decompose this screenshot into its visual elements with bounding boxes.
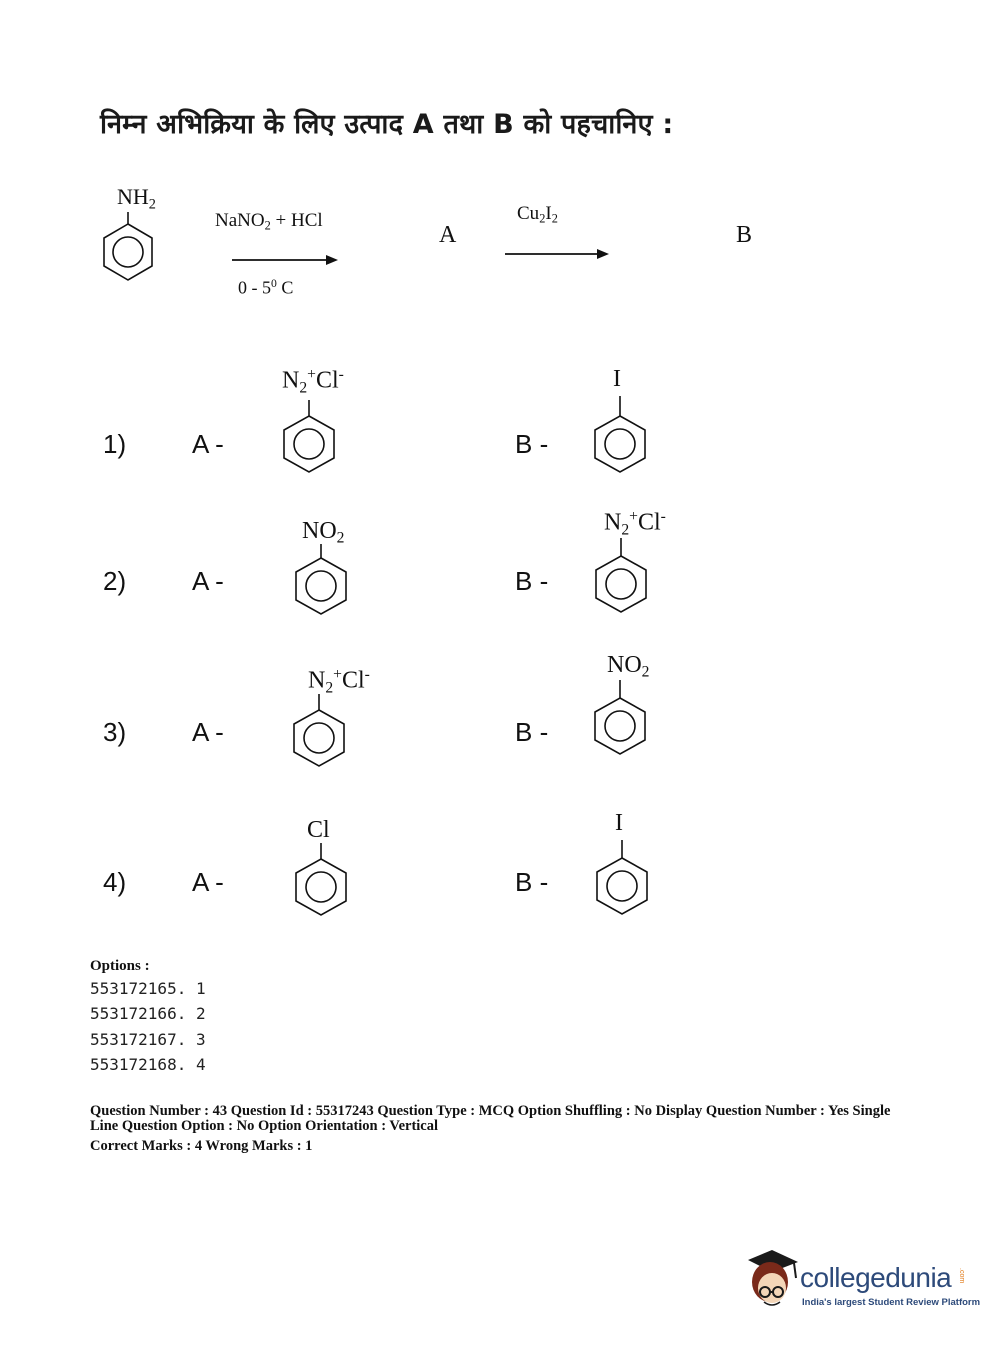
- choice-3-b-group: $NO_2$: [607, 652, 650, 681]
- choice-4-a-label: A -: [192, 867, 224, 897]
- arrow-step-1: [230, 252, 340, 268]
- choice-4-b-ring: [592, 840, 652, 924]
- choice-2-b-label: B -: [515, 566, 549, 596]
- choice-2-a-label: A -: [192, 566, 224, 596]
- choice-1-a-group: $N_2^+Cl^-$: [282, 366, 344, 397]
- choice-1-a-label: A -: [192, 429, 224, 459]
- aniline-benzene-ring: [100, 212, 156, 288]
- choice-1-b-ring: [590, 396, 650, 476]
- choice-4-a-group: Cl: [307, 817, 330, 843]
- choice-2-number: 2): [103, 566, 127, 596]
- choice-1-a-ring: [279, 400, 339, 476]
- choice-2-b-group: $N_2^+Cl^-$: [604, 508, 666, 539]
- choice-1-b-label: B -: [515, 429, 549, 459]
- options-title: Options :: [90, 958, 150, 974]
- option-item-1: 553172165. 1: [90, 979, 206, 998]
- logo-com: .com: [958, 1268, 965, 1284]
- choice-2-a-group: $NO_2$: [302, 518, 345, 547]
- choice-2-b-ring: [591, 538, 651, 618]
- choice-3-a-group: $N_2^+Cl^-$: [308, 666, 370, 697]
- question-meta-line-1: Question Number : 43 Question Id : 55317243 Question Type : MCQ Option Shuffling : No Display Question Number : Yes Single: [90, 1103, 891, 1119]
- choice-3-b-label: B -: [515, 717, 549, 747]
- option-item-4: 553172168. 4: [90, 1055, 206, 1074]
- product-b: B: [736, 222, 753, 248]
- collegedunia-mascot-icon: [742, 1248, 800, 1314]
- question-meta-line-2: Line Question Option : No Option Orientation : Vertical: [90, 1118, 439, 1134]
- choice-1-number: 1): [103, 429, 127, 459]
- intermediate-a: A: [439, 222, 457, 248]
- choice-1-b-group: I: [613, 366, 621, 392]
- logo-wordmark: collegedunia: [800, 1262, 952, 1293]
- choice-4-b-group: I: [615, 810, 623, 836]
- question-marks: Correct Marks : 4 Wrong Marks : 1: [90, 1138, 313, 1154]
- question-text: निम्न अभिक्रिया के लिए उत्पाद A तथा B को पहचानिए :: [100, 109, 674, 140]
- choice-3-a-label: A -: [192, 717, 224, 747]
- reactant-substituent: $NH_2$: [117, 184, 156, 213]
- choice-3-a-ring: [289, 694, 349, 774]
- choice-4-number: 4): [103, 867, 127, 897]
- condition-temperature: $0 - 5^0$ C: [238, 277, 294, 298]
- arrow-step-2: [503, 246, 613, 262]
- logo-tagline: India's largest Student Review Platform: [802, 1297, 981, 1308]
- reagent-nano2-hcl: NaNO$_2$ + HCl: [215, 210, 323, 233]
- option-item-2: 553172166. 2: [90, 1004, 206, 1023]
- choice-3-number: 3): [103, 717, 127, 747]
- option-item-3: 553172167. 3: [90, 1030, 206, 1049]
- choice-4-b-label: B -: [515, 867, 549, 897]
- choice-2-a-ring: [291, 544, 351, 620]
- reagent-cu2i2: $Cu_2I_2$: [517, 203, 558, 226]
- choice-4-a-ring: [291, 843, 351, 923]
- choice-3-b-ring: [590, 680, 650, 760]
